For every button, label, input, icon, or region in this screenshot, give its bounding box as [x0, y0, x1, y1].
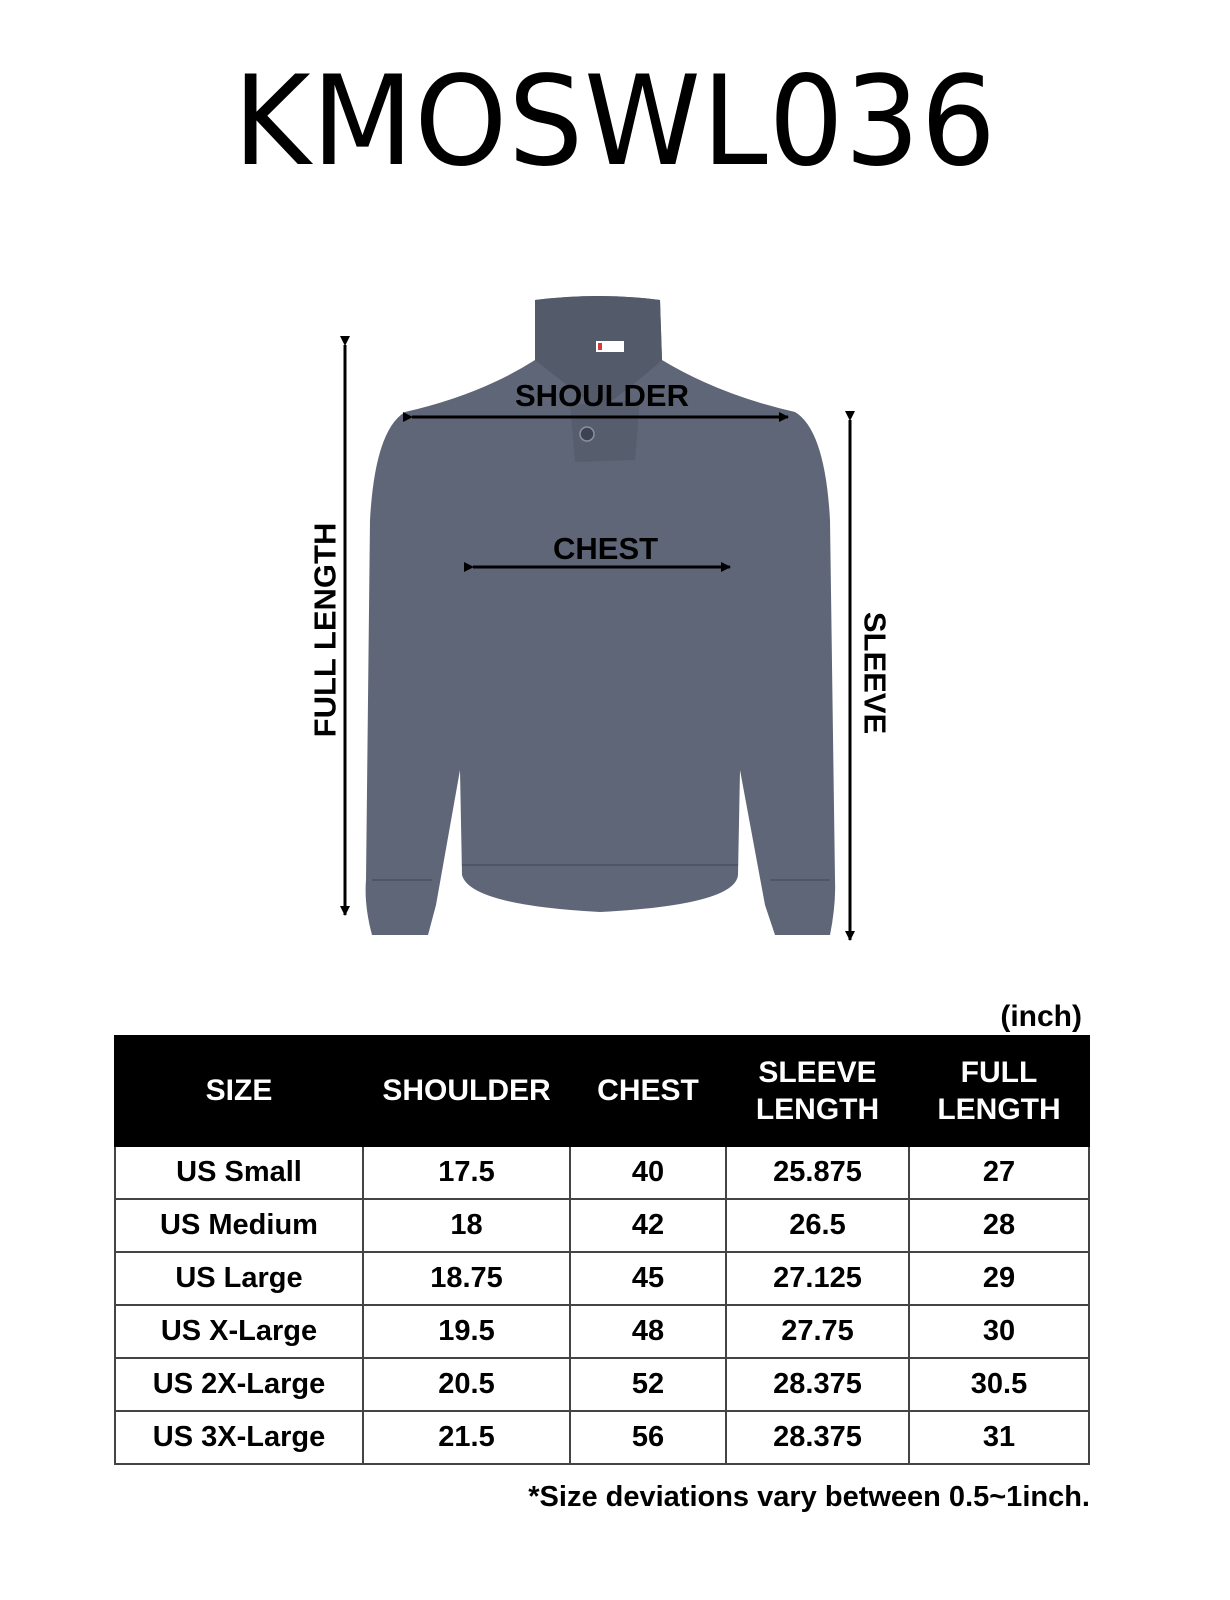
header-sleeve-length: SLEEVE LENGTH: [726, 1036, 909, 1146]
cell-full-length: 30.5: [909, 1358, 1089, 1411]
cell-shoulder: 18: [363, 1199, 570, 1252]
table-row: [115, 1146, 1089, 1199]
cell-size: US 2X-Large: [115, 1358, 363, 1411]
cell-sleeve-length: 28.375: [726, 1358, 909, 1411]
sleeve-label: SLEEVE: [857, 611, 893, 735]
table-row: [115, 1252, 1089, 1305]
cell-chest: 45: [570, 1252, 726, 1305]
cell-full-length: 31: [909, 1411, 1089, 1464]
cell-chest: 40: [570, 1146, 726, 1199]
size-chart-table: [114, 1035, 1090, 1465]
unit-label: (inch): [1000, 1000, 1082, 1033]
header-full-length: FULL LENGTH: [909, 1036, 1089, 1146]
chest-label: CHEST: [553, 531, 659, 566]
size-deviation-note: *Size deviations vary between 0.5~1inch.: [528, 1481, 1090, 1513]
shoulder-label: SHOULDER: [515, 378, 689, 413]
cell-shoulder: 20.5: [363, 1358, 570, 1411]
header-chest: CHEST: [570, 1036, 726, 1146]
header-shoulder: SHOULDER: [363, 1036, 570, 1146]
cell-sleeve-length: 25.875: [726, 1146, 909, 1199]
cell-shoulder: 17.5: [363, 1146, 570, 1199]
cell-full-length: 30: [909, 1305, 1089, 1358]
cell-chest: 48: [570, 1305, 726, 1358]
cell-sleeve-length: 26.5: [726, 1199, 909, 1252]
cell-size: US 3X-Large: [115, 1411, 363, 1464]
cell-size: US X-Large: [115, 1305, 363, 1358]
cell-size: US Medium: [115, 1199, 363, 1252]
cell-shoulder: 21.5: [363, 1411, 570, 1464]
cell-full-length: 28: [909, 1199, 1089, 1252]
cell-sleeve-length: 27.125: [726, 1252, 909, 1305]
cell-full-length: 27: [909, 1146, 1089, 1199]
table-row: [115, 1358, 1089, 1411]
cell-full-length: 29: [909, 1252, 1089, 1305]
table-header-row: [115, 1036, 1089, 1146]
full-length-label: FULL LENGTH: [307, 522, 343, 738]
table-row: [115, 1411, 1089, 1464]
cell-sleeve-length: 28.375: [726, 1411, 909, 1464]
header-size: SIZE: [115, 1036, 363, 1146]
cell-size: US Large: [115, 1252, 363, 1305]
cell-shoulder: 18.75: [363, 1252, 570, 1305]
table-row: [115, 1199, 1089, 1252]
cell-chest: 42: [570, 1199, 726, 1252]
cell-chest: 56: [570, 1411, 726, 1464]
table-row: [115, 1305, 1089, 1358]
cell-size: US Small: [115, 1146, 363, 1199]
cell-chest: 52: [570, 1358, 726, 1411]
cell-sleeve-length: 27.75: [726, 1305, 909, 1358]
product-code-title: KMOSWL036: [233, 48, 997, 194]
cell-shoulder: 19.5: [363, 1305, 570, 1358]
